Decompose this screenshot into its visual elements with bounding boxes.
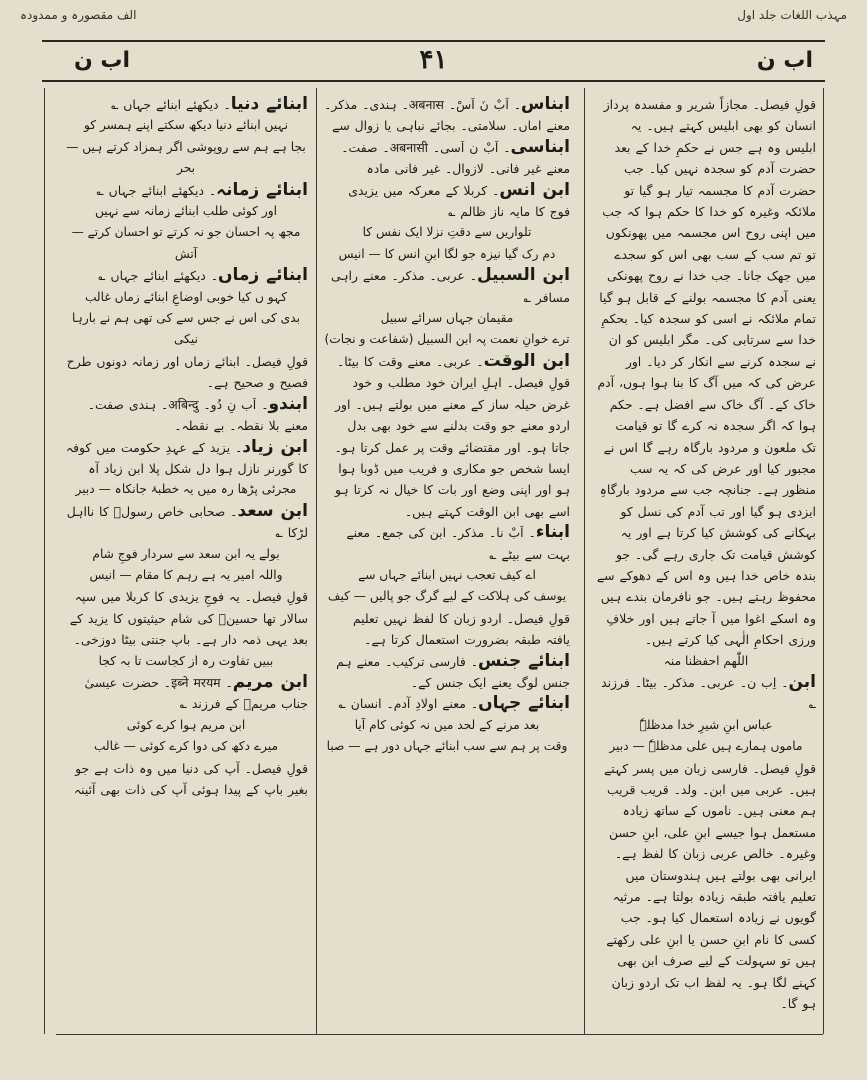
definition-text: ۔ دیکھئے ابنائے جہاں ؎ xyxy=(98,268,218,284)
definition-text: ۔ اَبْ نَ اَسْ۔ अबनास۔ ہندی۔ مذکر۔ معنے اماں۔ سلامتی۔ بجائے نباہی یا زوال سے xyxy=(324,97,570,134)
verse-line: اللّٰھم احفظنا منہ xyxy=(663,653,749,668)
definition-text: ۔ دیکھئے ابنائے جہاں ؎ xyxy=(111,97,231,112)
definition-text: ۔ دیکھئے ابنائے جہاں ؎ xyxy=(96,182,217,198)
definition-text: ۔ اِب ن۔ عربی۔ مذکر۔ بیٹا۔ فرزند ؎ xyxy=(601,674,816,712)
page-header-bar xyxy=(42,40,825,82)
commentary-paragraph: قولِ فیصل۔ فارسی زبان میں پسر کہتے ہیں۔ عربی میں ابن۔ ولد۔ قریب قریب ہم معنی ہیں۔ ناموں کے ساتھ زیادہ مستعمل ہوا جیسے ابنِ علی، ابنِ حسن وغیرہ۔ خالص عربی زبان کا لفظ ہے۔ ایرانی بھی بولتے ہیں ہندوستان میں تعلیم یافتہ طبقہ زیادہ بولتا ہے۔ مرثیہ گویوں نے زیادہ استعمال کیا ہو۔ جب کسی کا نام ابنِ حسن یا ابنِ علی رکھتے ہیں تو سہولت کے لیے صرف ابن بھی کہنے لگا ہو۔ یہ لفظ اب تک اردو زبان ہو گا۔ xyxy=(603,760,816,1012)
dictionary-entry xyxy=(64,180,308,201)
dictionary-entry xyxy=(64,672,308,715)
column-right xyxy=(590,88,822,1034)
headword: ابناس xyxy=(521,94,570,114)
headword: ابن xyxy=(788,671,816,692)
headword: ابن مریم xyxy=(232,671,308,692)
definition-text: ۔ معنے اولادِ آدم۔ انسان ؎ xyxy=(338,696,479,712)
dictionary-entry xyxy=(64,394,308,437)
definition-text: ۔ کربلا کے معرکہ میں یزیدی فوج کا مایہ ناز ظالم ؎ xyxy=(348,182,570,220)
column-rule-left xyxy=(316,88,317,1034)
verse-line: اور کوئی طلب ابنائے زمانہ سے نہیں xyxy=(95,204,277,219)
definition-text: ۔ عربی۔ معنے وقت کا بیٹا۔ xyxy=(337,353,484,369)
verse-line: یوسف کی ہلاکت کے لیے گرگ جو پالیں — کیف xyxy=(327,589,567,604)
commentary-paragraph: قولِ فیصل۔ اہلِ ایران خود مطلب و خود غرض حیلہ ساز کے معنے میں بولتے ہیں۔ اور اردو معنے جو وقت بدلنے سے خود بھی بدل جاتا ہو۔ اور مقتضائے وقت پر عمل کرتا ہو۔ ایسا شخص جو مکاری و فریب میں ڈوبا ہوا ہو اور اپنی وضع اور بات کا خیال نہ کرتا ہو اسے بھی ابن الوقت کہتے ہیں۔ xyxy=(334,375,570,519)
definition-text: ۔ इब्ने मरयम۔ حضرت عیسیٰ جناب مریمؑ کے فرزند ؎ xyxy=(84,674,308,712)
definition-text: ۔ اَب نِ دُو۔ अबिन्दु۔ ہندی صفت۔ معنے بلا نقطہ۔ بے نقطہ۔ xyxy=(87,396,308,434)
headword: ابن سعد xyxy=(237,500,308,521)
verse-line: بجا ہے ہم سے روپوشی اگر ہمزاد کرتے ہیں — بحر xyxy=(66,139,306,176)
verse-line: نہیں ابنائے دنیا دیکھ سکتے اپنے ہمسر کو xyxy=(83,118,288,133)
headword: ابناء xyxy=(535,522,570,543)
running-head-left: الف مقصورہ و ممدودہ xyxy=(20,8,137,22)
verse-line: مجرئی پڑھا رہ میں یہ خطبۂ جانکاہ — دبیر xyxy=(75,482,297,497)
verse-line: بولے یہ ابن سعد سے سردار فوجِ شام xyxy=(92,546,280,561)
verse-line: کہو ں کیا خوبی اوضاعِ ابنائے زماں غالب xyxy=(84,289,288,304)
dictionary-entry xyxy=(64,437,308,480)
running-head-right: مہذب اللغات جلد اول xyxy=(737,8,847,22)
headword: ابن زیاد xyxy=(242,436,308,457)
headword: ابنائے زمانہ xyxy=(216,179,308,200)
verse-line: ببیں تفاوت رہ از کجاست تا بہ کجا xyxy=(98,653,274,668)
commentary-paragraph: قولِ فیصل۔ ابنائے زماں اور زمانہ دونوں طرح فصیح و صحیح ہے۔ xyxy=(66,353,308,391)
bottom-rule xyxy=(56,1034,823,1035)
verse-line: بعد مرنے کے لحد میں نہ کوئی کام آیا xyxy=(354,717,540,732)
headword: ابن انس xyxy=(499,179,570,200)
page-number: ۴۱ xyxy=(419,45,448,75)
definition-text: ۔ اَبْ ن اَسی۔ अबनासी۔ صفت۔ معنے غیر فانی۔ لازوال۔ غیر فانی مادہ xyxy=(341,139,570,177)
verse-line: وقت پر ہم سے سب ابنائے جہاں دور ہے — صبا xyxy=(326,739,568,754)
verse-line: ترے خوانِ نعمت پہ ابن السبیل (شفاعت و نجات) xyxy=(324,332,570,347)
verse-line: میرے دکھ کی دوا کرے کوئی — غالب xyxy=(93,739,279,754)
column-rule-right xyxy=(584,88,585,1034)
headword: ابن السبیل xyxy=(477,265,570,286)
dictionary-entry xyxy=(596,672,816,715)
headword: ابناسی xyxy=(510,136,570,157)
headword: ابن الوقت xyxy=(483,350,570,371)
column-rule-outer-right xyxy=(823,88,824,1034)
right-guide-word: اب ن xyxy=(756,48,813,73)
verse-line: بدی کی اس نے جس سے کی تھی ہم نے بارہا نیکی xyxy=(71,311,300,347)
commentary-paragraph: قولِ فیصل۔ آپ کی دنیا میں وہ ذات ہے جو بغیر باپ کے پیدا ہوئی آپ کی ذات بھی آئینہ xyxy=(73,760,308,797)
commentary-paragraph: قولِ فیصل۔ مجازاً شریر و مفسدہ پرداز انسان کو بھی ابلیس کہتے ہیں۔ یہ ابلیس وہ ہے جس نے حکمِ خدا کے بعد حضرت آدم کو سجدہ نہیں کیا۔ جب حضرت آدم کا مجسمہ تیار ہو گیا تو ملائکہ وغیرہ کو خدا کا حکم ہوا کہ جب میں اپنی روح اس مجسمہ میں پھونکوں تو تم سب کے سب بھی اس کو سجدے میں جھک جانا۔ جب خدا نے روح پھونکی یعنی آدم کا مجسمہ بولنے کے قابل ہو گیا تمام ملائکہ نے اسی کو سجدہ کیا۔ بحکمِ خدا سے سرتابی کی۔ مگر ابلیس کو ان نے سجدہ کرنے سے انکار کر دیا۔ اور عرض کی کہ میں آگ کا بنا ہوا ہوں، آدم خاک کے۔ آگ خاک سے افضل ہے۔ حکم ہوا کہ اگر سجدہ نہ کرے گا تو قیامت تک ملعون و مردود بارگاہ رہے گا اس نے مجبور کیا اور عرض کی کہ یہ سب منظور ہے۔ جنانچہ جب سے مردود بارگاہِ ایزدی ہو گیا اور تب آدم کی نسل کو بہکانے کی کوشش کیا کرتا ہے اور یہ کوشش قیامت تک جاری رہے گی۔ جو بندہ خاص خدا ہیں وہ اس کے دھوکے سے محفوظ رہتے ہیں۔ جو نافرمان بندے ہیں وہ اسکے اغوا میں آ جاتے ہیں اور خلافِ ورزی احکامِ الٰہی کیا کرتے ہیں۔ xyxy=(596,97,816,648)
dictionary-entry xyxy=(64,265,308,286)
dictionary-entry xyxy=(64,94,308,115)
definition-text: ۔ صحابی خاص رسولؐ کا نااہل لڑکا ؎ xyxy=(66,503,308,541)
headword: ابنائے جنس xyxy=(477,650,570,671)
verse-line: واللہ امیر یہ ہے رہم کا مقام — انیس xyxy=(89,567,283,582)
definition-text: ۔ اَبْ نا۔ مذکر۔ ابن کی جمع۔ معنے بہت سے بیٹے ؎ xyxy=(346,525,570,562)
column-rule-outer-left xyxy=(44,88,45,1034)
dictionary-entry xyxy=(324,180,570,223)
running-head xyxy=(20,4,847,26)
definition-text: ۔ عربی۔ مذکر۔ معنے راہی مسافر ؎ xyxy=(330,268,570,305)
dictionary-entry xyxy=(324,137,570,180)
dictionary-entry xyxy=(324,522,570,565)
commentary-paragraph: قولِ فیصل۔ یہ فوجِ یزیدی کا کربلا میں سپہ سالار تھا حسینؓ کی شام حیثیتوں کا یزید کے بعد یہی ذمہ دار ہے۔ باپ جنتی بیٹا دوزخی۔ xyxy=(69,589,308,648)
dictionary-entry xyxy=(324,693,570,714)
column-left xyxy=(58,88,314,1034)
dictionary-entry xyxy=(324,94,570,137)
dictionary-entry xyxy=(324,651,570,694)
headword: ابندو xyxy=(268,393,308,414)
headword: ابنائے جہاں xyxy=(478,693,570,714)
dictionary-entry xyxy=(324,351,570,372)
verse-line: ابن مریم ہوا کرے کوئی xyxy=(126,717,246,732)
verse-line: ماموں ہمارے ہیں علی مدظلہٗ — دبیر xyxy=(609,739,803,754)
commentary-paragraph: قولِ فیصل۔ اردو زبان کا لفظ نہیں تعلیم یافتہ طبقہ بضرورت استعمال کرتا ہے۔ xyxy=(352,610,570,648)
verse-line: مجھ پہ احسان جو نہ کرتے تو احسان کرتے — آتش xyxy=(71,225,301,261)
headword: ابنائے زماں xyxy=(217,265,308,286)
headword: ابنائے دنیا xyxy=(230,94,308,114)
left-guide-word: اب ن xyxy=(74,48,131,73)
dictionary-entry xyxy=(64,501,308,544)
dictionary-entry xyxy=(324,265,570,308)
verse-line: مقیمان جہاں سرائے سبیل xyxy=(380,311,514,326)
verse-line: اے کیف تعجب نہیں ابنائے جہاں سے xyxy=(358,567,536,582)
definition-text: ۔ فارسی ترکیب۔ معنے ہم جنس لوگ یعنے ایک جنس کے۔ xyxy=(336,653,570,690)
definition-text: ۔ یزید کے عہدِ حکومت میں کوفہ کا گورنر نازل ہوا دل شکل پلا ابن زیاد آہ xyxy=(65,439,308,476)
verse-line: عباس ابنِ شیرِ خدا مدظلہٗ xyxy=(639,717,773,732)
verse-line: دم رک گیا نیزہ جو لگا ابنِ انس کا — انیس xyxy=(338,246,556,261)
column-middle xyxy=(318,88,576,1034)
verse-line: تلواریں سے دقتِ نزلا ایک نفس کا xyxy=(362,225,532,240)
